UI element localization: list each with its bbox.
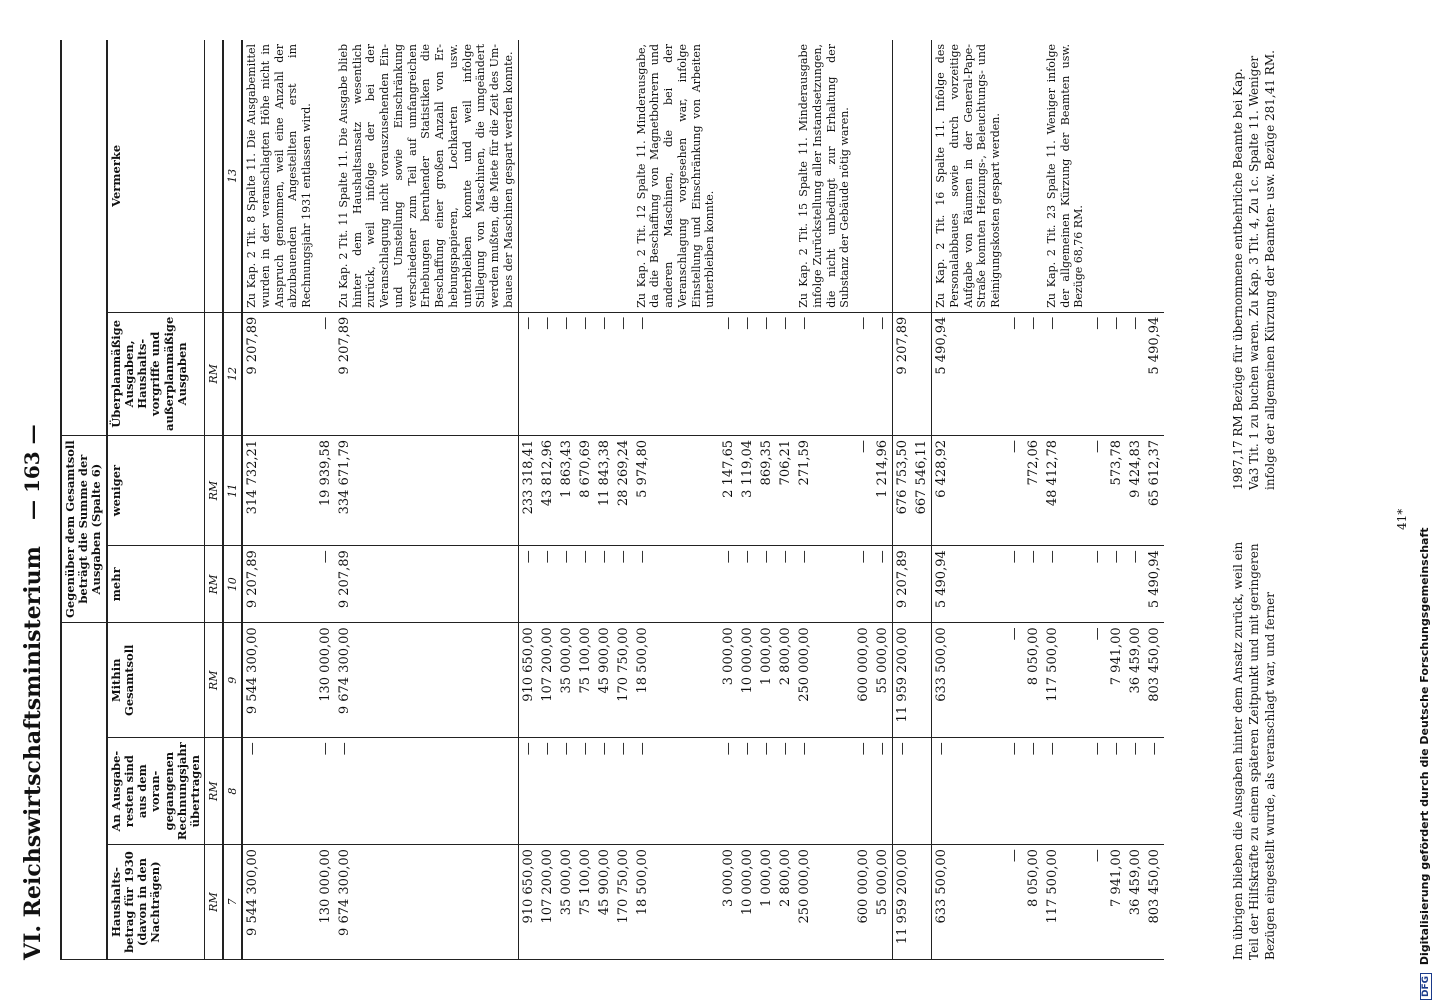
- amount-cell: —: [557, 312, 576, 435]
- column-unit: RM: [205, 845, 224, 960]
- table-row: [518, 40, 538, 960]
- table-row: [316, 40, 335, 960]
- amount-cell: —: [1005, 623, 1024, 738]
- amount-cell: —: [1024, 738, 1043, 845]
- amount-cell: —: [1043, 546, 1088, 623]
- column-header: Mithin Gesamtsoll: [107, 623, 205, 738]
- amount-cell: 7 941,00: [1107, 623, 1126, 738]
- page-number: — 163 —: [20, 424, 44, 520]
- column-number: 10: [223, 546, 242, 623]
- column-header: mehr: [107, 546, 205, 623]
- table-row: [538, 40, 557, 960]
- amount-cell: 5 490,94: [1145, 546, 1164, 623]
- amount-cell: 667 546,11: [912, 435, 932, 545]
- remark-cell: Zu Kap. 2 Tit. 8 Spalte 11. Die Ausgabemittel wurden in der veranschlagten Höhe nicht in Anspruch genommen, weil eine Anzahl der abzubauenden Angestellten erst im Rechnungsjahr 1931 entlassen wird.: [242, 40, 316, 312]
- amount-cell: —: [1043, 312, 1088, 435]
- table-row: [854, 40, 873, 960]
- amount-cell: 250 000,00: [795, 623, 854, 738]
- amount-cell: 910 650,00: [518, 845, 538, 960]
- table-body: [242, 40, 1164, 960]
- amount-cell: —: [633, 312, 720, 435]
- amount-cell: —: [1005, 312, 1024, 435]
- amount-cell: 6 428,92: [932, 435, 1005, 545]
- amount-cell: —: [518, 738, 538, 845]
- amount-cell: —: [614, 546, 633, 623]
- amount-cell: 9 674 300,00: [335, 845, 518, 960]
- amount-cell: —: [738, 312, 757, 435]
- amount-cell: 170 750,00: [614, 845, 633, 960]
- table-row: [614, 40, 633, 960]
- amount-cell: —: [557, 546, 576, 623]
- amount-cell: 3 119,04: [738, 435, 757, 545]
- amount-cell: —: [854, 738, 873, 845]
- amount-cell: —: [633, 546, 720, 623]
- dfg-logo: DFG: [1420, 973, 1432, 1000]
- amount-cell: —: [776, 546, 795, 623]
- amount-cell: 170 750,00: [614, 623, 633, 738]
- table-row: [1126, 40, 1145, 960]
- unit-row: [205, 40, 224, 960]
- amount-cell: 8 050,00: [1024, 845, 1043, 960]
- amount-cell: —: [1005, 738, 1024, 845]
- table-row: [719, 40, 738, 960]
- amount-cell: 5 490,94: [1145, 312, 1164, 435]
- remark-cell: [557, 40, 576, 312]
- amount-cell: 19 939,58: [316, 435, 335, 545]
- amount-cell: 48 412,78: [1043, 435, 1088, 545]
- amount-cell: —: [595, 312, 614, 435]
- column-header: weniger: [107, 435, 205, 545]
- remark-cell: [1126, 40, 1145, 312]
- table-row: [335, 40, 518, 960]
- amount-cell: —: [595, 546, 614, 623]
- amount-cell: —: [242, 738, 316, 845]
- amount-cell: —: [1126, 312, 1145, 435]
- amount-cell: —: [757, 312, 776, 435]
- amount-cell: —: [1107, 738, 1126, 845]
- amount-cell: —: [316, 312, 335, 435]
- remark-cell: [316, 40, 335, 312]
- remark-cell: [538, 40, 557, 312]
- amount-cell: 633 500,00: [932, 623, 1005, 738]
- amount-cell: —: [1005, 435, 1024, 545]
- amount-cell: 2 147,65: [719, 435, 738, 545]
- amount-cell: 107 200,00: [538, 623, 557, 738]
- amount-cell: 314 732,21: [242, 435, 316, 545]
- amount-cell: [912, 623, 932, 738]
- remark-cell: [1107, 40, 1126, 312]
- amount-cell: 9 207,89: [893, 312, 913, 435]
- amount-cell: 36 459,00: [1126, 845, 1145, 960]
- amount-cell: 9 674 300,00: [335, 623, 518, 738]
- amount-cell: —: [719, 312, 738, 435]
- amount-cell: 676 753,50: [893, 435, 913, 545]
- remark-cell: [595, 40, 614, 312]
- amount-cell: 55 000,00: [873, 623, 893, 738]
- amount-cell: 11 959 200,00: [893, 845, 913, 960]
- amount-cell: 334 671,79: [335, 435, 518, 545]
- remark-cell: Zu Kap. 2 Tit. 16 Spalte 11. Infolge des Personalabbaues sowie durch vorzeitige Aufgabe von Räumen in der General-Pape-Straße konnten Heizungs-, Beleuchtungs- und Reinigungskosten gespart werden.: [932, 40, 1005, 312]
- remark-cell: Zu Kap. 2 Tit. 23 Spalte 11. Weniger infolge der allgemeinen Kürzung der Beamten usw. Bezüge 68,76 RM.: [1043, 40, 1088, 312]
- remark-cell: [873, 40, 893, 312]
- amount-cell: 1 000,00: [757, 623, 776, 738]
- amount-cell: 3 000,00: [719, 623, 738, 738]
- column-number: 8: [223, 738, 242, 845]
- group-header-row: [61, 40, 107, 960]
- table-row: [738, 40, 757, 960]
- amount-cell: 9 207,89: [335, 312, 518, 435]
- amount-cell: 130 000,00: [316, 623, 335, 738]
- amount-cell: 130 000,00: [316, 845, 335, 960]
- digitization-note: [1418, 527, 1432, 1000]
- column-header-row: [107, 40, 205, 960]
- remark-cell: [854, 40, 873, 312]
- remark-cell: [776, 40, 795, 312]
- table-row: [595, 40, 614, 960]
- table-row: [1145, 40, 1164, 960]
- budget-table: [60, 40, 1164, 960]
- remark-cell: Zu Kap. 2 Tit. 11 Spalte 11. Die Ausgabe blieb hinter dem Haushaltsansatz wesentlich zurück, weil infolge der bei der Veranschlagung nicht vorauszusehenden Ein- und Umstellung sowie Einschränkung verschiedener zum Teil auf umfangreichen Erhebungen beruhender Statistiken die Beschaffung einer großen Anzahl von Erhebungspapieren, Lochkarten usw. unterbleiben konnte und weil infolge Stillegung von Maschinen, die umgeändert werden mußten, die Miete für die Zeit des Umbaues der Maschinen gespart werden konnte.: [335, 40, 518, 312]
- amount-cell: 107 200,00: [538, 845, 557, 960]
- amount-cell: 9 207,89: [893, 546, 913, 623]
- digitization-text: Digitalisierung gefördert durch die Deutsche Forschungsgemeinschaft: [1418, 527, 1431, 966]
- page-signature: 41*: [1395, 508, 1409, 530]
- amount-cell: —: [1088, 546, 1107, 623]
- table-row: [776, 40, 795, 960]
- amount-cell: 43 812,96: [538, 435, 557, 545]
- table-row: [242, 40, 316, 960]
- column-number: 12: [223, 312, 242, 435]
- table-row: [557, 40, 576, 960]
- amount-cell: 5 490,94: [932, 312, 1005, 435]
- amount-cell: [912, 738, 932, 845]
- column-number: 11: [223, 435, 242, 545]
- amount-cell: 573,78: [1107, 435, 1126, 545]
- amount-cell: 1 214,96: [873, 435, 893, 545]
- table-row: [795, 40, 854, 960]
- amount-cell: 10 000,00: [738, 845, 757, 960]
- amount-cell: 600 000,00: [854, 623, 873, 738]
- amount-cell: —: [1088, 623, 1107, 738]
- page-header: [20, 40, 46, 960]
- remark-cell: [1024, 40, 1043, 312]
- ministry-title: VI. Reichswirtschaftsministerium: [20, 546, 46, 960]
- table-row: [1043, 40, 1088, 960]
- amount-cell: 5 974,80: [633, 435, 720, 545]
- amount-cell: 10 000,00: [738, 623, 757, 738]
- amount-cell: —: [1043, 738, 1088, 845]
- column-unit: RM: [205, 312, 224, 435]
- amount-cell: 9 424,83: [1126, 435, 1145, 545]
- amount-cell: —: [1126, 738, 1145, 845]
- amount-cell: —: [873, 738, 893, 845]
- amount-cell: 600 000,00: [854, 845, 873, 960]
- amount-cell: 35 000,00: [557, 623, 576, 738]
- amount-cell: —: [1088, 312, 1107, 435]
- amount-cell: —: [854, 312, 873, 435]
- amount-cell: 1 863,43: [557, 435, 576, 545]
- amount-cell: —: [335, 738, 518, 845]
- amount-cell: —: [316, 546, 335, 623]
- amount-cell: —: [1088, 845, 1107, 960]
- amount-cell: 869,35: [757, 435, 776, 545]
- table-row: [873, 40, 893, 960]
- amount-cell: 9 207,89: [335, 546, 518, 623]
- amount-cell: 8 050,00: [1024, 623, 1043, 738]
- amount-cell: 633 500,00: [932, 845, 1005, 960]
- amount-cell: —: [854, 546, 873, 623]
- amount-cell: 9 544 300,00: [242, 845, 316, 960]
- amount-cell: —: [932, 738, 1005, 845]
- amount-cell: —: [873, 546, 893, 623]
- remark-cell: [893, 40, 913, 312]
- amount-cell: 65 612,37: [1145, 435, 1164, 545]
- footnote-left: Im übrigen blieben die Ausgaben hinter dem Ansatz zurück, weil ein Teil der Hilfskräfte zu einem späteren Zeitpunkt und mit geringeren Bezügen eingestellt wurde, als veranschlagt war, und ferner: [1231, 541, 1278, 960]
- amount-cell: —: [795, 738, 854, 845]
- remark-cell: [614, 40, 633, 312]
- amount-cell: —: [795, 546, 854, 623]
- amount-cell: 910 650,00: [518, 623, 538, 738]
- remark-cell: [576, 40, 595, 312]
- table-row: [757, 40, 776, 960]
- remark-cell: [1145, 40, 1164, 312]
- column-number: 7: [223, 845, 242, 960]
- amount-cell: —: [1005, 546, 1024, 623]
- table-row: [1024, 40, 1043, 960]
- amount-cell: 772,06: [1024, 435, 1043, 545]
- amount-cell: —: [1088, 435, 1107, 545]
- amount-cell: —: [1005, 845, 1024, 960]
- amount-cell: —: [776, 312, 795, 435]
- column-unit: RM: [205, 435, 224, 545]
- amount-cell: 803 450,00: [1145, 623, 1164, 738]
- amount-cell: —: [776, 738, 795, 845]
- amount-cell: —: [595, 738, 614, 845]
- amount-cell: 271,59: [795, 435, 854, 545]
- amount-cell: 18 500,00: [633, 845, 720, 960]
- column-unit: RM: [205, 546, 224, 623]
- amount-cell: —: [614, 738, 633, 845]
- amount-cell: 250 000,00: [795, 845, 854, 960]
- amount-cell: —: [1126, 546, 1145, 623]
- amount-cell: 75 100,00: [576, 845, 595, 960]
- amount-cell: 28 269,24: [614, 435, 633, 545]
- column-number: 9: [223, 623, 242, 738]
- amount-cell: 233 318,41: [518, 435, 538, 545]
- amount-cell: —: [719, 546, 738, 623]
- amount-cell: —: [757, 738, 776, 845]
- amount-cell: 75 100,00: [576, 623, 595, 738]
- amount-cell: —: [557, 738, 576, 845]
- amount-cell: —: [633, 738, 720, 845]
- amount-cell: 45 900,00: [595, 845, 614, 960]
- column-header: Vermerke: [107, 40, 205, 312]
- table-row: [932, 40, 1005, 960]
- amount-cell: —: [576, 312, 595, 435]
- amount-cell: 706,21: [776, 435, 795, 545]
- amount-cell: —: [1107, 312, 1126, 435]
- column-header: Überplanmäßige Ausgaben, Haushaltsvorgriffe und außerplanmäßige Ausgaben: [107, 312, 205, 435]
- column-number-row: [223, 40, 242, 960]
- amount-cell: —: [538, 738, 557, 845]
- amount-cell: 3 000,00: [719, 845, 738, 960]
- amount-cell: —: [538, 312, 557, 435]
- remark-cell: [757, 40, 776, 312]
- amount-cell: [912, 312, 932, 435]
- amount-cell: —: [757, 546, 776, 623]
- amount-cell: [912, 845, 932, 960]
- amount-cell: —: [576, 738, 595, 845]
- amount-cell: —: [518, 546, 538, 623]
- table-row: [893, 40, 913, 960]
- amount-cell: 7 941,00: [1107, 845, 1126, 960]
- amount-cell: 117 500,00: [1043, 623, 1088, 738]
- group-header: Gegenüber dem Gesamtsoll beträgt die Summe der Ausgaben (Spalte 6): [61, 435, 107, 622]
- amount-cell: —: [873, 312, 893, 435]
- column-header: Haushaltsbetrag für 1930 (davon in den Nachträgen): [107, 845, 205, 960]
- amount-cell: —: [893, 738, 913, 845]
- remark-cell: [1005, 40, 1024, 312]
- amount-cell: 8 670,69: [576, 435, 595, 545]
- amount-cell: —: [738, 738, 757, 845]
- table-row: [1107, 40, 1126, 960]
- amount-cell: —: [719, 738, 738, 845]
- amount-cell: 36 459,00: [1126, 623, 1145, 738]
- column-unit: RM: [205, 738, 224, 845]
- amount-cell: —: [1024, 312, 1043, 435]
- amount-cell: 2 800,00: [776, 623, 795, 738]
- remark-cell: Zu Kap. 2 Tit. 12 Spalte 11. Minderausgabe, da die Beschaffung von Magnetbohrern und anderen Maschinen, die bei der Veranschlagung vorgesehen war, infolge Einstellung und Einschränkung von Arbeiten unterbleiben konnte.: [633, 40, 720, 312]
- amount-cell: 35 000,00: [557, 845, 576, 960]
- amount-cell: —: [1024, 546, 1043, 623]
- remark-cell: [719, 40, 738, 312]
- amount-cell: —: [1088, 738, 1107, 845]
- amount-cell: 55 000,00: [873, 845, 893, 960]
- remark-cell: [518, 40, 538, 312]
- amount-cell: —: [614, 312, 633, 435]
- amount-cell: —: [1145, 738, 1164, 845]
- amount-cell: 11 843,38: [595, 435, 614, 545]
- amount-cell: —: [795, 312, 854, 435]
- amount-cell: —: [1107, 546, 1126, 623]
- amount-cell: 117 500,00: [1043, 845, 1088, 960]
- amount-cell: 9 544 300,00: [242, 623, 316, 738]
- table-row: [576, 40, 595, 960]
- remark-cell: [738, 40, 757, 312]
- remark-cell: Zu Kap. 2 Tit. 15 Spalte 11. Minderausgabe infolge Zurückstellung aller Instandsetzungen, die nicht unbedingt zur Erhaltung der Substanz der Gebäude nötig waren.: [795, 40, 854, 312]
- amount-cell: 2 800,00: [776, 845, 795, 960]
- remark-cell: [1088, 40, 1107, 312]
- amount-cell: 9 207,89: [242, 312, 316, 435]
- amount-cell: 803 450,00: [1145, 845, 1164, 960]
- column-number: 13: [223, 40, 242, 312]
- remark-cell: [912, 40, 932, 312]
- amount-cell: —: [316, 738, 335, 845]
- table-row: [912, 40, 932, 960]
- amount-cell: —: [738, 546, 757, 623]
- amount-cell: [912, 546, 932, 623]
- table-row: [633, 40, 720, 960]
- amount-cell: —: [854, 435, 873, 545]
- amount-cell: 11 959 200,00: [893, 623, 913, 738]
- amount-cell: 45 900,00: [595, 623, 614, 738]
- amount-cell: —: [538, 546, 557, 623]
- amount-cell: 9 207,89: [242, 546, 316, 623]
- column-unit: [205, 40, 224, 312]
- amount-cell: 5 490,94: [932, 546, 1005, 623]
- amount-cell: —: [518, 312, 538, 435]
- footnote-right: 1987,17 RM Bezüge für übernommene entbehrliche Beamte bei Kap. Va3 Tit. 1 zu buchen waren. Zu Kap. 3 Tit. 4, Zu 1c. Spalte 11. Weniger infolge der allgemeinen Kürzung der Beamten- usw. Bezüge 281,41 RM.: [1231, 50, 1278, 490]
- table-row: [1088, 40, 1107, 960]
- table-row: [1005, 40, 1024, 960]
- amount-cell: —: [576, 546, 595, 623]
- amount-cell: 18 500,00: [633, 623, 720, 738]
- amount-cell: 1 000,00: [757, 845, 776, 960]
- column-unit: RM: [205, 623, 224, 738]
- column-header: An Ausgaberesten sind aus dem vorangegangenen Rechnungsjahr übertragen: [107, 738, 205, 845]
